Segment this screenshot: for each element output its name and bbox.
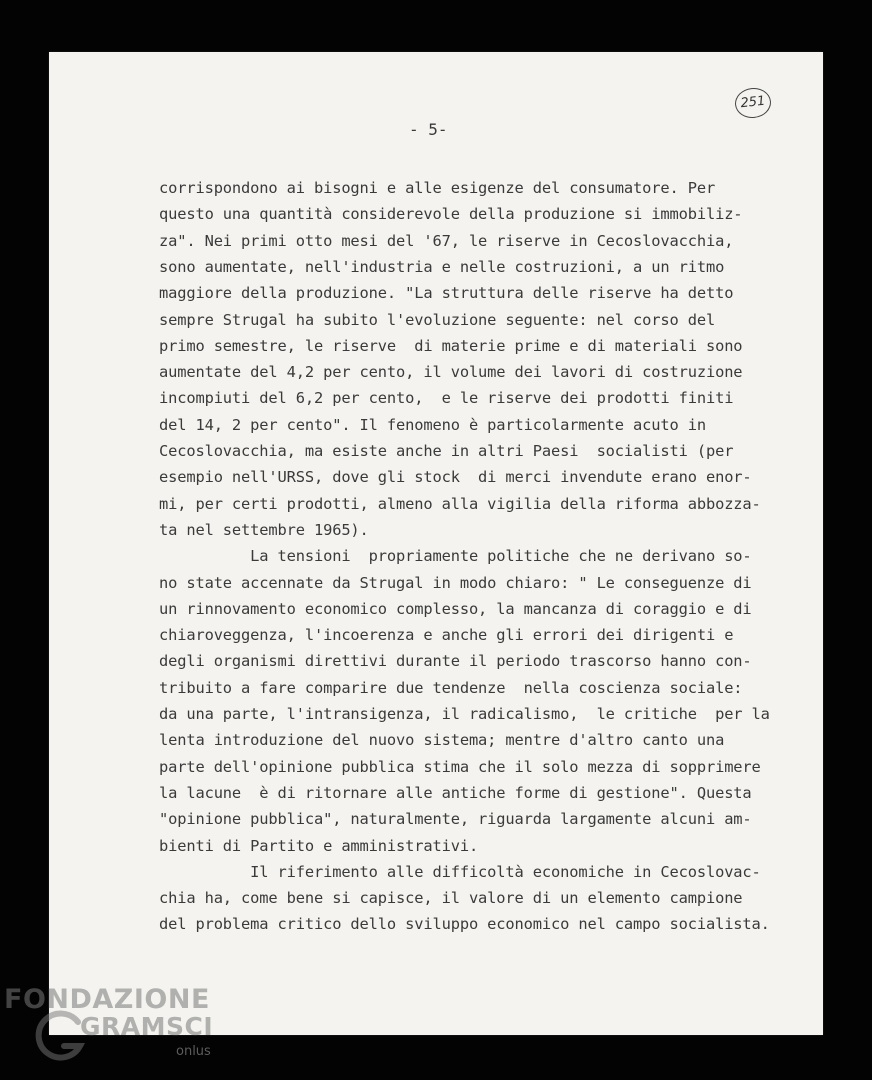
- text-line: primo semestre, le riserve di materie prime e di materiali sono: [159, 336, 743, 355]
- watermark-onlus: onlus: [176, 1044, 211, 1059]
- text-line: aumentate del 4,2 per cento, il volume dei lavori di costruzione: [159, 363, 743, 382]
- text-line: corrispondono ai bisogni e alle esigenze del consumatore. Per: [159, 179, 716, 197]
- text-line: la lacune è di ritornare alle antiche forme di gestione". Questa: [159, 783, 752, 802]
- page-number: - 5-: [409, 120, 448, 139]
- text-line: questo una quantità considerevole della produzione si immobiliz-: [159, 205, 743, 224]
- body-text: [159, 175, 770, 934]
- text-line: parte dell'opinione pubblica stima che il solo mezza di sopprimere: [159, 757, 761, 776]
- text-line: Cecoslovacchia, ma esiste anche in altri Paesi socialisti (per: [159, 442, 734, 460]
- text-line: degli organismi direttivi durante il periodo trascorso hanno con-: [159, 652, 752, 671]
- typewritten-page: [49, 52, 823, 1035]
- text-line: maggiore della produzione. "La struttura delle riserve ha detto: [159, 284, 734, 303]
- text-line: del problema critico dello sviluppo economico nel campo socialista.: [159, 915, 770, 934]
- text-line: La tensioni propriamente politiche che ne derivano so-: [159, 547, 752, 566]
- text-line: no state accennate da Strugal in modo chiaro: " Le conseguenze di: [159, 573, 752, 592]
- watermark-foundation-name: FONDAZIONE: [4, 984, 210, 1015]
- text-line: sempre Strugal ha subito l'evoluzione seguente: nel corso del: [159, 310, 716, 329]
- text-line: da una parte, l'intransigenza, il radicalismo, le critiche per la: [159, 705, 770, 723]
- archive-number-stamp: 251: [734, 86, 773, 120]
- text-line: "opinione pubblica", naturalmente, riguarda largamente alcuni am-: [159, 810, 752, 829]
- text-line: chia ha, come bene si capisce, il valore di un elemento campione: [159, 889, 743, 908]
- text-line: del 14, 2 per cento". Il fenomeno è particolarmente acuto in: [159, 415, 706, 434]
- text-line: lenta introduzione del nuovo sistema; mentre d'altro canto una: [159, 731, 725, 750]
- text-line: un rinnovamento economico complesso, la mancanza di coraggio e di: [159, 599, 752, 618]
- text-line: Il riferimento alle difficoltà economiche in Cecoslovac-: [159, 862, 761, 881]
- text-line: mi, per certi prodotti, almeno alla vigilia della riforma abbozza-: [159, 494, 761, 513]
- text-line: sono aumentate, nell'industria e nelle costruzioni, a un ritmo: [159, 257, 725, 276]
- text-line: ta nel settembre 1965).: [159, 520, 369, 539]
- text-line: chiaroveggenza, l'incoerenza e anche gli errori dei dirigenti e: [159, 626, 734, 645]
- text-line: za". Nei primi otto mesi del '67, le riserve in Cecoslovacchia,: [159, 231, 734, 250]
- text-line: bienti di Partito e amministrativi.: [159, 836, 479, 855]
- text-line: incompiuti del 6,2 per cento, e le riserve dei prodotti finiti: [159, 389, 734, 408]
- text-line: esempio nell'URSS, dove gli stock di merci invendute erano enor-: [159, 468, 752, 487]
- text-line: tribuito a fare comparire due tendenze nella coscienza sociale:: [159, 678, 743, 697]
- watermark-gramsci: GRAMSCI: [80, 1012, 214, 1041]
